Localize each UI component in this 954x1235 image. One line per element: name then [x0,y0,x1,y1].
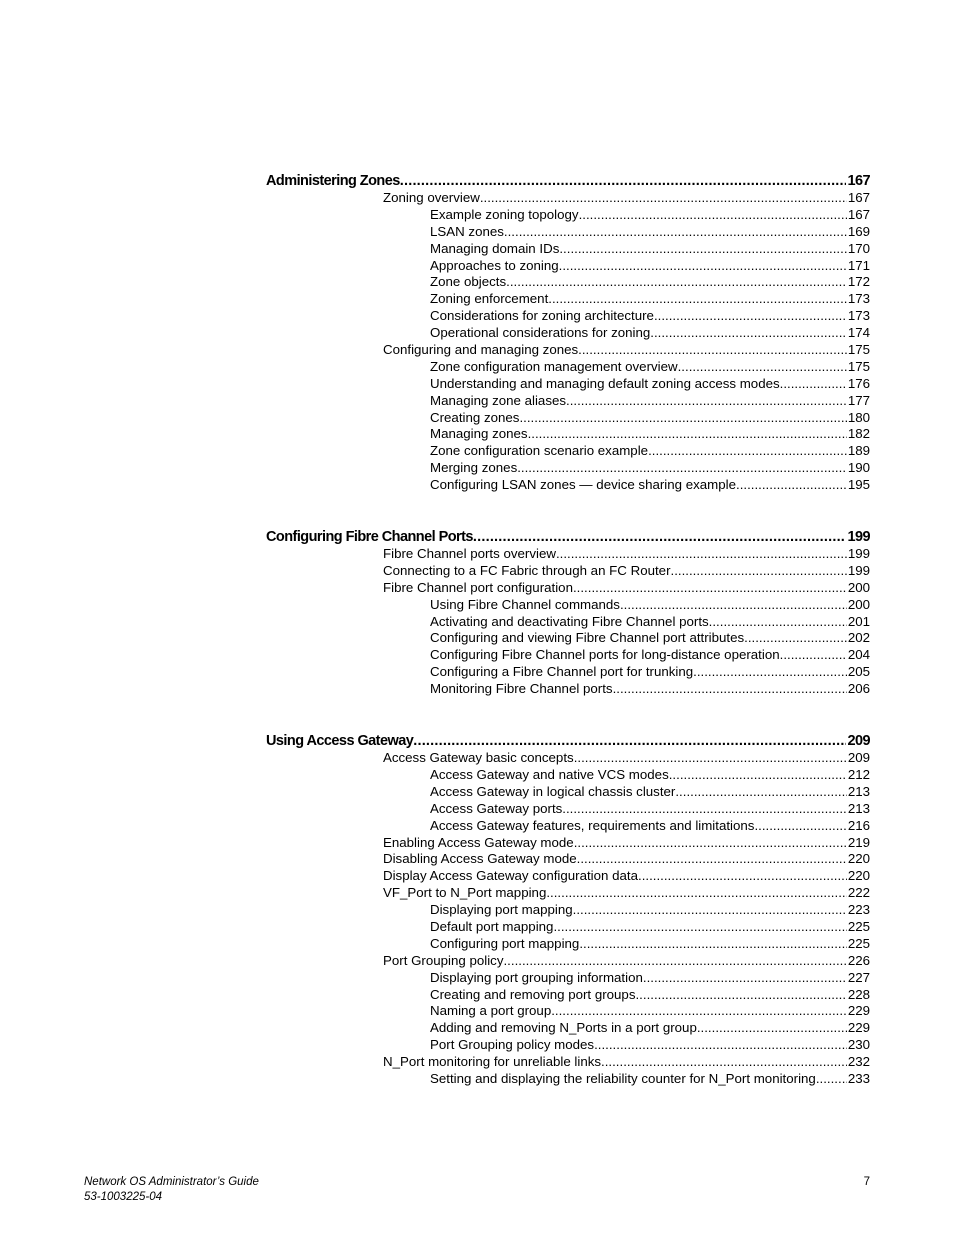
toc-subsection-entry[interactable] [430,274,870,291]
toc-leader-dots [574,835,847,852]
toc-entry-title: Connecting to a FC Fabric through an FC Router [383,562,671,578]
page-footer [84,1175,870,1204]
toc-leader-dots [503,953,846,970]
toc-section-entry[interactable] [383,868,870,885]
toc-subsection-entry[interactable] [430,818,870,835]
toc-entry-title: Monitoring Fibre Channel ports [430,681,613,697]
toc-subsection-entry[interactable] [430,291,870,308]
toc-entry-page: 177 [847,392,870,408]
toc-entry-page: 229 [847,1003,870,1019]
toc-subsection-entry[interactable] [430,630,870,647]
toc-entry-title: Default port mapping [430,918,554,934]
toc-entry-page: 173 [847,308,870,324]
toc-leader-dots [780,647,847,664]
toc-entry-page: 202 [847,630,870,646]
toc-leader-dots [559,241,846,258]
toc-leader-dots [736,477,847,494]
toc-leader-dots [577,851,847,868]
toc-section-entry[interactable] [383,750,870,767]
toc-leader-dots [638,868,847,885]
toc-entry-page: 204 [847,647,870,663]
toc-entry-page: 174 [847,325,870,341]
toc-entry-title: Naming a port group [430,1003,552,1019]
toc-entry-page: 213 [847,800,870,816]
toc-section-entry[interactable] [383,563,870,580]
toc-leader-dots [553,919,846,936]
toc-entry-title: Example zoning topology [430,206,579,222]
toc-entry-title: Configuring port mapping [430,935,580,951]
toc-entry-title: Creating and removing port groups [430,986,636,1002]
toc-entry-page: 176 [847,375,870,391]
toc-entry-page: 172 [847,274,870,290]
toc-entry-title: Understanding and managing default zoning access modes [430,375,780,391]
toc-chapter-heading[interactable] [266,172,870,190]
toc-entry-page: 222 [847,885,870,901]
toc-leader-dots [678,359,847,376]
toc-leader-dots [816,1071,847,1088]
toc-entry-page: 225 [847,918,870,934]
toc-entry-page: 213 [847,783,870,799]
toc-leader-dots [546,885,846,902]
toc-leader-dots [506,274,847,291]
toc-entry-title: Displaying port mapping [430,902,573,918]
toc-leader-dots [648,443,847,460]
toc-leader-dots [635,987,846,1004]
toc-subsection-entry[interactable] [430,801,870,818]
toc-section-entry[interactable] [383,580,870,597]
toc-entry-list [0,750,954,1088]
toc-entry-title: N_Port monitoring for unreliable links [383,1054,602,1070]
toc-leader-dots [601,1054,847,1071]
toc-subsection-entry[interactable] [430,1071,870,1088]
toc-leader-dots [620,597,847,614]
toc-entry-page: 167 [847,190,870,205]
toc-entry-title: Adding and removing N_Ports in a port group [430,1020,697,1036]
toc-entry-title: Configuring a Fibre Channel port for trunking [430,664,694,680]
toc-entry-title: Creating zones [430,409,520,425]
toc-entry-title: Considerations for zoning architecture [430,308,654,324]
toc-section-entry[interactable] [383,546,870,563]
toc-chapter-heading[interactable] [266,732,870,750]
toc-leader-dots [780,376,847,393]
toc-entry-page: 212 [847,766,870,782]
toc-entry-title: Access Gateway basic concepts [383,750,574,766]
toc-entry-title: Zone configuration management overview [430,358,678,374]
toc-leader-dots [400,172,847,190]
toc-subsection-entry[interactable] [430,614,870,631]
toc-leader-dots [578,342,847,359]
toc-chapter [0,528,954,698]
toc-subsection-entry[interactable] [430,597,870,614]
toc-entry-title: Port Grouping policy modes [430,1037,595,1053]
toc-entry-title: Fibre Channel ports overview [383,546,556,562]
toc-leader-dots [517,460,847,477]
toc-entry-page: 220 [847,851,870,867]
toc-entry-title: Managing domain IDs [430,240,560,256]
toc-entry-title: Using Fibre Channel commands [430,596,620,612]
toc-entry-title: Zone objects [430,274,507,290]
toc-chapter-title: Configuring Fibre Channel Ports [266,529,473,546]
toc-leader-dots [413,732,846,750]
toc-leader-dots [613,681,847,698]
toc-leader-dots [594,1037,847,1054]
toc-chapter-page: 199 [847,529,870,546]
toc-chapter-title: Administering Zones [266,173,400,189]
toc-entry-title: Access Gateway ports [430,800,563,816]
toc-leader-dots [643,970,847,987]
toc-entry-title: Configuring and managing zones [383,342,579,358]
toc-subsection-entry[interactable] [430,207,870,224]
toc-subsection-entry[interactable] [430,241,870,258]
toc-leader-dots [573,902,847,919]
toc-leader-dots [528,426,847,443]
toc-entry-title: Merging zones [430,460,518,476]
toc-entry-page: 219 [847,834,870,850]
toc-subsection-entry[interactable] [430,902,870,919]
toc-entry-title: Port Grouping policy [383,952,504,968]
toc-entry-page: 200 [847,579,870,595]
toc-subsection-entry[interactable] [430,460,870,477]
toc-entry-page: 173 [847,291,870,307]
toc-entry-page: 227 [847,969,870,985]
toc-entry-page: 175 [847,342,870,358]
toc-entry-title: Configuring Fibre Channel ports for long-distance operation [430,647,780,663]
toc-section-entry[interactable] [383,953,870,970]
toc-entry-title: Displaying port grouping information [430,969,643,985]
toc-entry-page: 233 [847,1070,870,1086]
toc-entry-page: 209 [847,750,870,766]
toc-entry-page: 175 [847,358,870,374]
toc-chapter-heading[interactable] [266,528,870,546]
toc-subsection-entry[interactable] [430,664,870,681]
toc-leader-dots [566,393,847,410]
toc-leader-dots [574,750,847,767]
toc-entry-page: 216 [847,817,870,833]
toc-subsection-entry[interactable] [430,258,870,275]
toc-entry-title: Approaches to zoning [430,257,559,273]
toc-section-entry[interactable] [383,1054,870,1071]
toc-subsection-entry[interactable] [430,376,870,393]
toc-subsection-entry[interactable] [430,784,870,801]
toc-entry-page: 190 [847,460,870,476]
toc-leader-dots [654,308,847,325]
toc-leader-dots [548,291,847,308]
toc-subsection-entry[interactable] [430,325,870,342]
toc-entry-page: 220 [847,868,870,884]
toc-leader-dots [562,801,847,818]
toc-entry-page: 169 [847,223,870,239]
toc-leader-dots [675,784,846,801]
toc-entry-title: Activating and deactivating Fibre Channel ports [430,613,709,629]
toc-entry-page: 229 [847,1020,870,1036]
toc-chapter [0,732,954,1088]
toc-entry-title: Operational considerations for zoning [430,325,651,341]
toc-leader-dots [579,936,847,953]
toc-entry-page: 171 [847,257,870,273]
footer-doc-number: 53-1003225-04 [84,1190,163,1203]
toc-entry-title: VF_Port to N_Port mapping [383,885,547,901]
toc-entry-title: Display Access Gateway configuration data [383,868,638,884]
toc-entry-title: Managing zones [430,426,528,442]
toc-subsection-entry[interactable] [430,647,870,664]
toc-entry-page: 200 [847,596,870,612]
toc-subsection-entry[interactable] [430,970,870,987]
toc-leader-dots [551,1003,847,1020]
toc-subsection-entry[interactable] [430,308,870,325]
toc-entry-page: 228 [847,986,870,1002]
toc-leader-dots [693,664,847,681]
toc-subsection-entry[interactable] [430,987,870,1004]
toc-entry-page: 199 [847,562,870,578]
toc-leader-dots [754,818,846,835]
toc-entry-title: Access Gateway in logical chassis cluster [430,783,676,799]
toc-entry-page: 226 [847,952,870,968]
toc-leader-dots [519,410,846,427]
toc-subsection-entry[interactable] [430,919,870,936]
toc-chapter-page: 209 [847,733,870,750]
toc-subsection-entry[interactable] [430,1020,870,1037]
toc-leader-dots [573,580,847,597]
toc-entry-page: 170 [847,240,870,256]
toc-entry-page: 225 [847,935,870,951]
toc-chapter-page: 167 [847,173,870,189]
toc-entry-title: Fibre Channel port configuration [383,579,573,595]
toc-leader-dots [504,224,847,241]
toc-subsection-entry[interactable] [430,359,870,376]
toc-entry-list [0,546,954,698]
toc-entry-title: Access Gateway and native VCS modes [430,766,669,782]
toc-leader-dots [671,563,847,580]
toc-subsection-entry[interactable] [430,1037,870,1054]
toc-subsection-entry[interactable] [430,410,870,427]
toc-entry-title: Disabling Access Gateway mode [383,851,577,867]
toc-entry-title: Enabling Access Gateway mode [383,834,574,850]
toc-leader-dots [579,207,847,224]
toc-subsection-entry[interactable] [430,224,870,241]
toc-leader-dots [480,190,847,207]
toc-entry-title: Zone configuration scenario example [430,443,649,459]
toc-chapter [0,172,954,494]
toc-entry-title: Setting and displaying the reliability counter for N_Port monitoring [430,1070,816,1086]
footer-doc-title: Network OS Administrator’s Guide [84,1176,259,1188]
toc-section-entry[interactable] [383,851,870,868]
toc-entry-page: 199 [847,546,870,562]
toc-entry-page: 195 [847,477,870,493]
toc-entry-title: Managing zone aliases [430,392,567,408]
toc-leader-dots [697,1020,847,1037]
toc-section-entry[interactable] [383,885,870,902]
toc-section-entry[interactable] [383,835,870,852]
toc-entry-title: Zoning overview [383,190,480,205]
toc-entry-page: 223 [847,902,870,918]
toc-subsection-entry[interactable] [430,936,870,953]
toc-leader-dots [669,767,847,784]
toc-section-entry[interactable] [383,190,870,207]
toc-subsection-entry[interactable] [430,681,870,698]
toc-entry-page: 189 [847,443,870,459]
toc-leader-dots [744,630,847,647]
toc-entry-page: 201 [847,613,870,629]
toc-entry-page: 182 [847,426,870,442]
toc-leader-dots [709,614,847,631]
toc-entry-page: 205 [847,664,870,680]
toc-entry-title: LSAN zones [430,223,504,239]
toc-subsection-entry[interactable] [430,767,870,784]
toc-subsection-entry[interactable] [430,443,870,460]
toc-entry-page: 232 [847,1054,870,1070]
toc-entry-title: Configuring LSAN zones — device sharing example [430,477,736,493]
table-of-contents [0,172,954,1088]
toc-entry-page: 206 [847,681,870,697]
toc-entry-title: Access Gateway features, requirements and limitations [430,817,755,833]
toc-entry-page: 180 [847,409,870,425]
toc-section-entry[interactable] [383,342,870,359]
footer-page-number: 7 [863,1176,870,1188]
toc-entry-page: 230 [847,1037,870,1053]
toc-leader-dots [556,546,847,563]
toc-leader-dots [559,258,847,275]
toc-subsection-entry[interactable] [430,393,870,410]
toc-entry-title: Zoning enforcement [430,291,549,307]
toc-chapter-title: Using Access Gateway [266,733,414,750]
toc-subsection-entry[interactable] [430,477,870,494]
toc-leader-dots [650,325,847,342]
toc-entry-page: 167 [847,206,870,222]
toc-subsection-entry[interactable] [430,1003,870,1020]
toc-subsection-entry[interactable] [430,426,870,443]
toc-entry-list [0,190,954,494]
toc-leader-dots [473,528,847,546]
toc-entry-title: Configuring and viewing Fibre Channel port attributes [430,630,745,646]
